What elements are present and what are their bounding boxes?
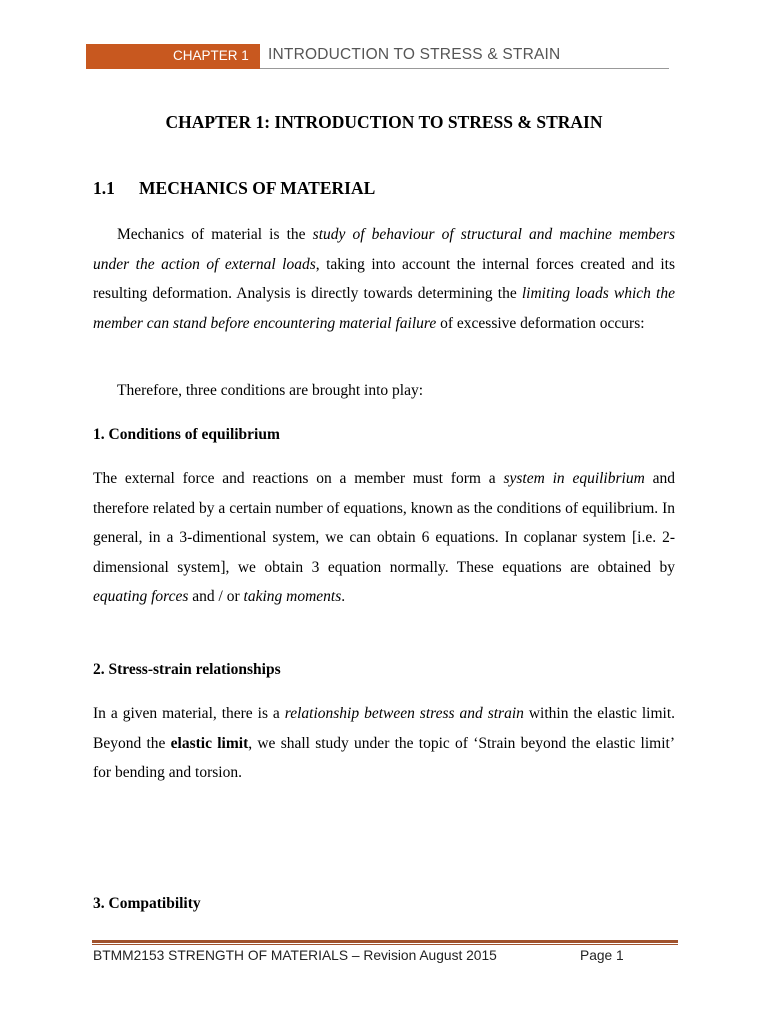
body-text: of excessive deformation occurs: [436,314,645,332]
body-text: Mechanics of material is the [117,226,313,243]
body-text: , taking into account the internal forces created and its resulting deformation. Analysis is directly towards determining the [93,255,675,302]
condition-body [93,699,675,788]
section-title: MECHANICS OF MATERIAL [139,178,376,198]
section-heading [93,178,375,199]
body-text: within the elastic limit. Beyond the [93,705,676,752]
emphasis-text: equating forces [93,588,189,605]
body-text: and therefore related by a certain number of equations, known as the conditions of equilibrium. In general, in a 3-dimentional system, we can obtain 6 equations. In coplanar system [i.e. 2-dimensional system], we obtain 3 equation normally. These equations are obtained by [93,470,675,576]
body-text: The external force and reactions on a member must form a [93,470,504,487]
footer-course: BTMM2153 STRENGTH OF MATERIALS – Revision August 2015 [93,948,497,963]
body-text: , we shall study under the topic of ‘Strain beyond the elastic limit’ for bending and torsion. [93,734,675,781]
body-text: In a given material, there is a [93,705,285,722]
condition-body [93,464,675,612]
therefore-paragraph: Therefore, three conditions are brought into play: [117,382,424,399]
condition-heading: 1. Conditions of equilibrium [93,426,280,443]
footer-page-number: Page 1 [580,948,624,963]
body-text: . [341,588,346,605]
footer-rule [92,940,678,943]
header-rule [260,68,669,69]
intro-paragraph [93,220,675,338]
footer-rule [92,944,678,945]
emphasis-text: limiting loads which the member can stand before encountering material failure [93,285,675,332]
body-text: and / or [188,588,244,605]
header-title: INTRODUCTION TO STRESS & STRAIN [268,46,561,63]
condition-heading: 3. Compatibility [93,895,201,912]
bold-text: elastic limit [170,734,249,752]
emphasis-text: taking moments [243,588,342,605]
chapter-heading: CHAPTER 1: INTRODUCTION TO STRESS & STRAIN [165,112,603,132]
condition-heading: 2. Stress-strain relationships [93,661,281,678]
emphasis-text: study of behaviour of structural and machine members under the action of external loads [93,226,675,273]
emphasis-text: system in equilibrium [503,470,645,487]
section-number: 1.1 [93,178,115,198]
emphasis-text: relationship between stress and strain [284,705,524,722]
header-chapter-label: CHAPTER 1 [173,48,249,63]
